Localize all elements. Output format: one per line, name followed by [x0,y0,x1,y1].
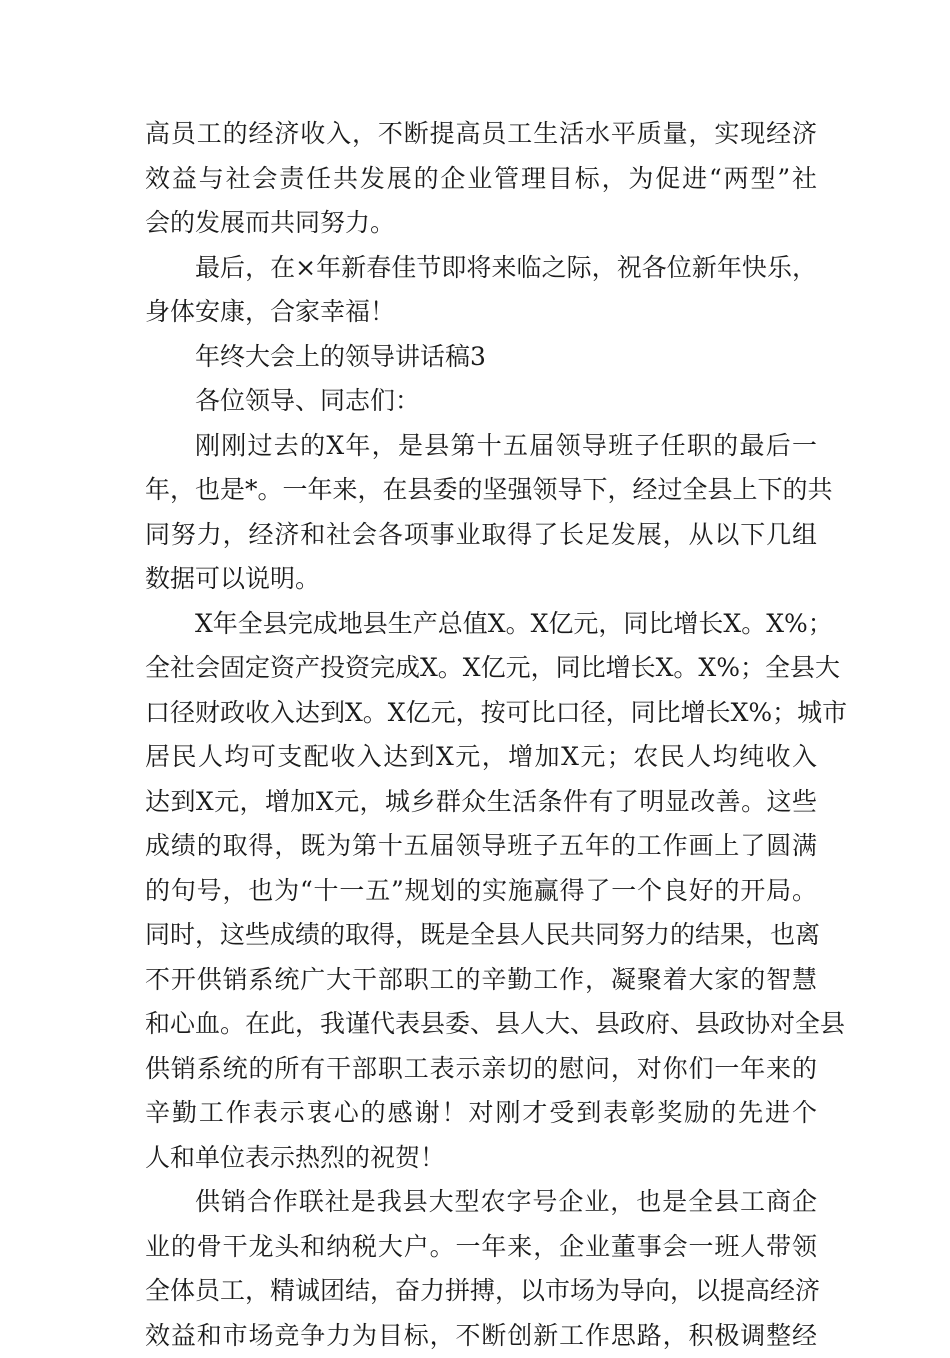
text-line: 年，也是*。一年来，在县委的坚强领导下，经过全县上下的共 [145,468,817,513]
text-line: 供销合作联社是我县大型农字号企业，也是全县工商企 [145,1180,817,1225]
text-line: 和心血。在此，我谨代表县委、县人大、县政府、县政协对全县 [145,1002,817,1047]
text-line: 最后，在×年新春佳节即将来临之际，祝各位新年快乐， [145,246,817,291]
text-line: X年全县完成地县生产总值X。X亿元，同比增长X。X%； [145,602,817,647]
text-line: 身体安康，合家幸福！ [145,290,817,335]
text-line: 供销系统的所有干部职工表示亲切的慰问，对你们一年来的 [145,1047,817,1092]
text-line: 会的发展而共同努力。 [145,201,817,246]
text-line: 业的骨干龙头和纳税大户。一年来，企业董事会一班人带领 [145,1225,817,1270]
text-line: 居民人均可支配收入达到X元，增加X元；农民人均纯收入 [145,735,817,780]
text-line: 同努力，经济和社会各项事业取得了长足发展，从以下几组 [145,513,817,558]
text-line: 高员工的经济收入，不断提高员工生活水平质量，实现经济 [145,112,817,157]
text-line: 的句号，也为“十一五”规划的实施赢得了一个良好的开局。 [145,869,817,914]
text-line: 辛勤工作表示衷心的感谢！对刚才受到表彰奖励的先进个 [145,1091,817,1136]
text-line: 成绩的取得，既为第十五届领导班子五年的工作画上了圆满 [145,824,817,869]
text-line: 全体员工，精诚团结，奋力拼搏，以市场为导向，以提高经济 [145,1269,817,1314]
document-body [145,112,817,1358]
text-line: 效益和市场竞争力为目标，不断创新工作思路，积极调整经 [145,1314,817,1358]
text-line: 效益与社会责任共发展的企业管理目标，为促进“两型”社 [145,157,817,202]
text-line: 年终大会上的领导讲话稿3 [145,335,817,380]
text-line: 口径财政收入达到X。X亿元，按可比口径，同比增长X%；城市 [145,691,817,736]
text-line: 达到X元，增加X元，城乡群众生活条件有了明显改善。这些 [145,780,817,825]
text-line: 不开供销系统广大干部职工的辛勤工作，凝聚着大家的智慧 [145,958,817,1003]
text-line: 数据可以说明。 [145,557,817,602]
text-line: 刚刚过去的X年，是县第十五届领导班子任职的最后一 [145,424,817,469]
text-line: 全社会固定资产投资完成X。X亿元，同比增长X。X%；全县大 [145,646,817,691]
text-line: 人和单位表示热烈的祝贺！ [145,1136,817,1181]
text-line: 同时，这些成绩的取得，既是全县人民共同努力的结果，也离 [145,913,817,958]
text-line: 各位领导、同志们： [145,379,817,424]
